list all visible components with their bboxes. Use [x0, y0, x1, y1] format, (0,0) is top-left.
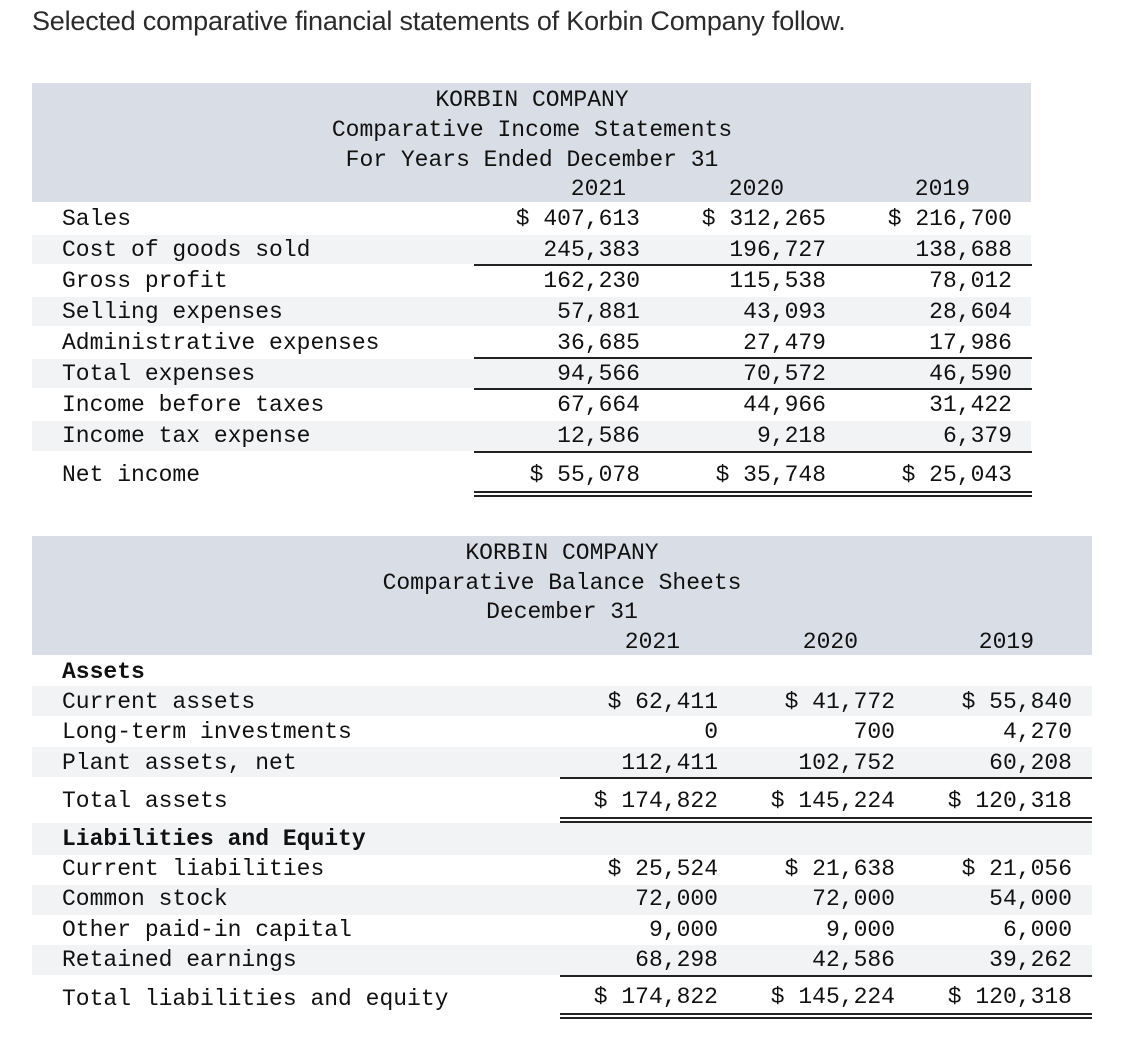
value-2020: 102,752 — [798, 750, 895, 776]
balance-year-2021: 2021 — [624, 629, 680, 655]
value-2021: $ 25,524 — [607, 856, 718, 882]
row-label: Plant assets, net — [62, 750, 297, 776]
value-2019: 78,012 — [929, 268, 1012, 294]
row-label: Total assets — [62, 788, 228, 814]
value-2021: 94,566 — [557, 361, 640, 387]
value-2020: 196,727 — [729, 237, 826, 263]
value-2021: 57,881 — [557, 299, 640, 325]
value-2020: $ 21,638 — [784, 856, 895, 882]
value-2019: 60,208 — [989, 750, 1072, 776]
value-2019: 4,270 — [1002, 719, 1072, 745]
balance-company-name: KORBIN COMPANY — [465, 540, 659, 566]
row-label: Income tax expense — [62, 423, 311, 449]
row-label: Common stock — [62, 886, 228, 912]
value-2021: 9,000 — [648, 917, 718, 943]
income-year-2021: 2021 — [570, 176, 626, 202]
value-2021: $ 62,411 — [607, 689, 718, 715]
row-label: Long-term investments — [62, 719, 352, 745]
row-label: Other paid-in capital — [62, 917, 352, 943]
value-2019: 6,000 — [1002, 917, 1072, 943]
subtotal-rule — [560, 975, 1092, 977]
value-2021: 162,230 — [543, 268, 640, 294]
row-label: Gross profit — [62, 268, 228, 294]
row-label: Retained earnings — [62, 947, 297, 973]
value-2019: 17,986 — [929, 330, 1012, 356]
value-2020: $ 312,265 — [701, 206, 826, 232]
value-2021: 67,664 — [557, 392, 640, 418]
value-2020: 42,586 — [812, 947, 895, 973]
income-title: Comparative Income Statements — [331, 117, 733, 143]
value-2021: 245,383 — [543, 237, 640, 263]
balance-year-2020: 2020 — [802, 629, 858, 655]
value-2020: 9,000 — [825, 917, 895, 943]
row-label: Income before taxes — [62, 392, 325, 418]
row-label: Selling expenses — [62, 299, 283, 325]
value-2021: 72,000 — [635, 886, 718, 912]
value-2020: 44,966 — [743, 392, 826, 418]
balance-title: Comparative Balance Sheets — [382, 570, 742, 596]
value-2021: 12,586 — [557, 423, 640, 449]
value-2019: $ 120,318 — [947, 788, 1072, 814]
value-2020: 72,000 — [812, 886, 895, 912]
value-2019: 46,590 — [929, 361, 1012, 387]
value-2019: 39,262 — [989, 947, 1072, 973]
row-label: Total liabilities and equity — [62, 986, 449, 1012]
value-2020: 700 — [853, 719, 895, 745]
total-double-rule — [560, 1017, 1092, 1019]
value-2019: $ 25,043 — [901, 462, 1012, 488]
income-year-2020: 2020 — [728, 176, 784, 202]
value-2020: 9,218 — [756, 423, 826, 449]
value-2021: 0 — [704, 719, 718, 745]
value-2021: $ 55,078 — [529, 462, 640, 488]
row-label: Current assets — [62, 689, 256, 715]
total-double-rule — [474, 491, 1032, 493]
value-2019: 31,422 — [929, 392, 1012, 418]
value-2019: $ 120,318 — [947, 984, 1072, 1010]
total-double-rule — [474, 495, 1032, 497]
value-2021: $ 407,613 — [515, 206, 640, 232]
liabilities-heading: Liabilities and Equity — [62, 826, 366, 852]
row-label: Cost of goods sold — [62, 237, 311, 263]
income-year-2019: 2019 — [914, 176, 970, 202]
value-2019: $ 21,056 — [961, 856, 1072, 882]
value-2019: 6,379 — [942, 423, 1012, 449]
value-2019: 138,688 — [915, 237, 1012, 263]
value-2019: 28,604 — [929, 299, 1012, 325]
row-label: Current liabilities — [62, 856, 325, 882]
intro-text: Selected comparative financial statements of Korbin Company follow. — [32, 6, 846, 36]
row-label: Total expenses — [62, 361, 256, 387]
value-2019: $ 216,700 — [887, 206, 1012, 232]
value-2021: 36,685 — [557, 330, 640, 356]
row-label: Sales — [62, 206, 132, 232]
balance-period: December 31 — [486, 599, 638, 625]
total-double-rule — [560, 821, 1092, 823]
value-2020: $ 41,772 — [784, 689, 895, 715]
value-2020: 70,572 — [743, 361, 826, 387]
income-period: For Years Ended December 31 — [345, 147, 719, 173]
total-double-rule — [560, 817, 1092, 819]
value-2021: 112,411 — [621, 750, 718, 776]
value-2020: $ 145,224 — [770, 788, 895, 814]
value-2021: $ 174,822 — [593, 788, 718, 814]
value-2020: 115,538 — [729, 268, 826, 294]
value-2021: 68,298 — [635, 947, 718, 973]
value-2020: $ 35,748 — [715, 462, 826, 488]
value-2019: $ 55,840 — [961, 689, 1072, 715]
value-2020: $ 145,224 — [770, 984, 895, 1010]
value-2020: 43,093 — [743, 299, 826, 325]
balance-year-2019: 2019 — [978, 629, 1034, 655]
assets-heading: Assets — [62, 659, 145, 685]
subtotal-rule — [560, 777, 1092, 779]
value-2021: $ 174,822 — [593, 984, 718, 1010]
value-2019: 54,000 — [989, 886, 1072, 912]
value-2020: 27,479 — [743, 330, 826, 356]
income-company-name: KORBIN COMPANY — [435, 87, 629, 113]
total-double-rule — [560, 1013, 1092, 1015]
subtotal-rule — [474, 451, 1032, 453]
row-label: Net income — [62, 462, 201, 488]
row-label: Administrative expenses — [62, 330, 380, 356]
